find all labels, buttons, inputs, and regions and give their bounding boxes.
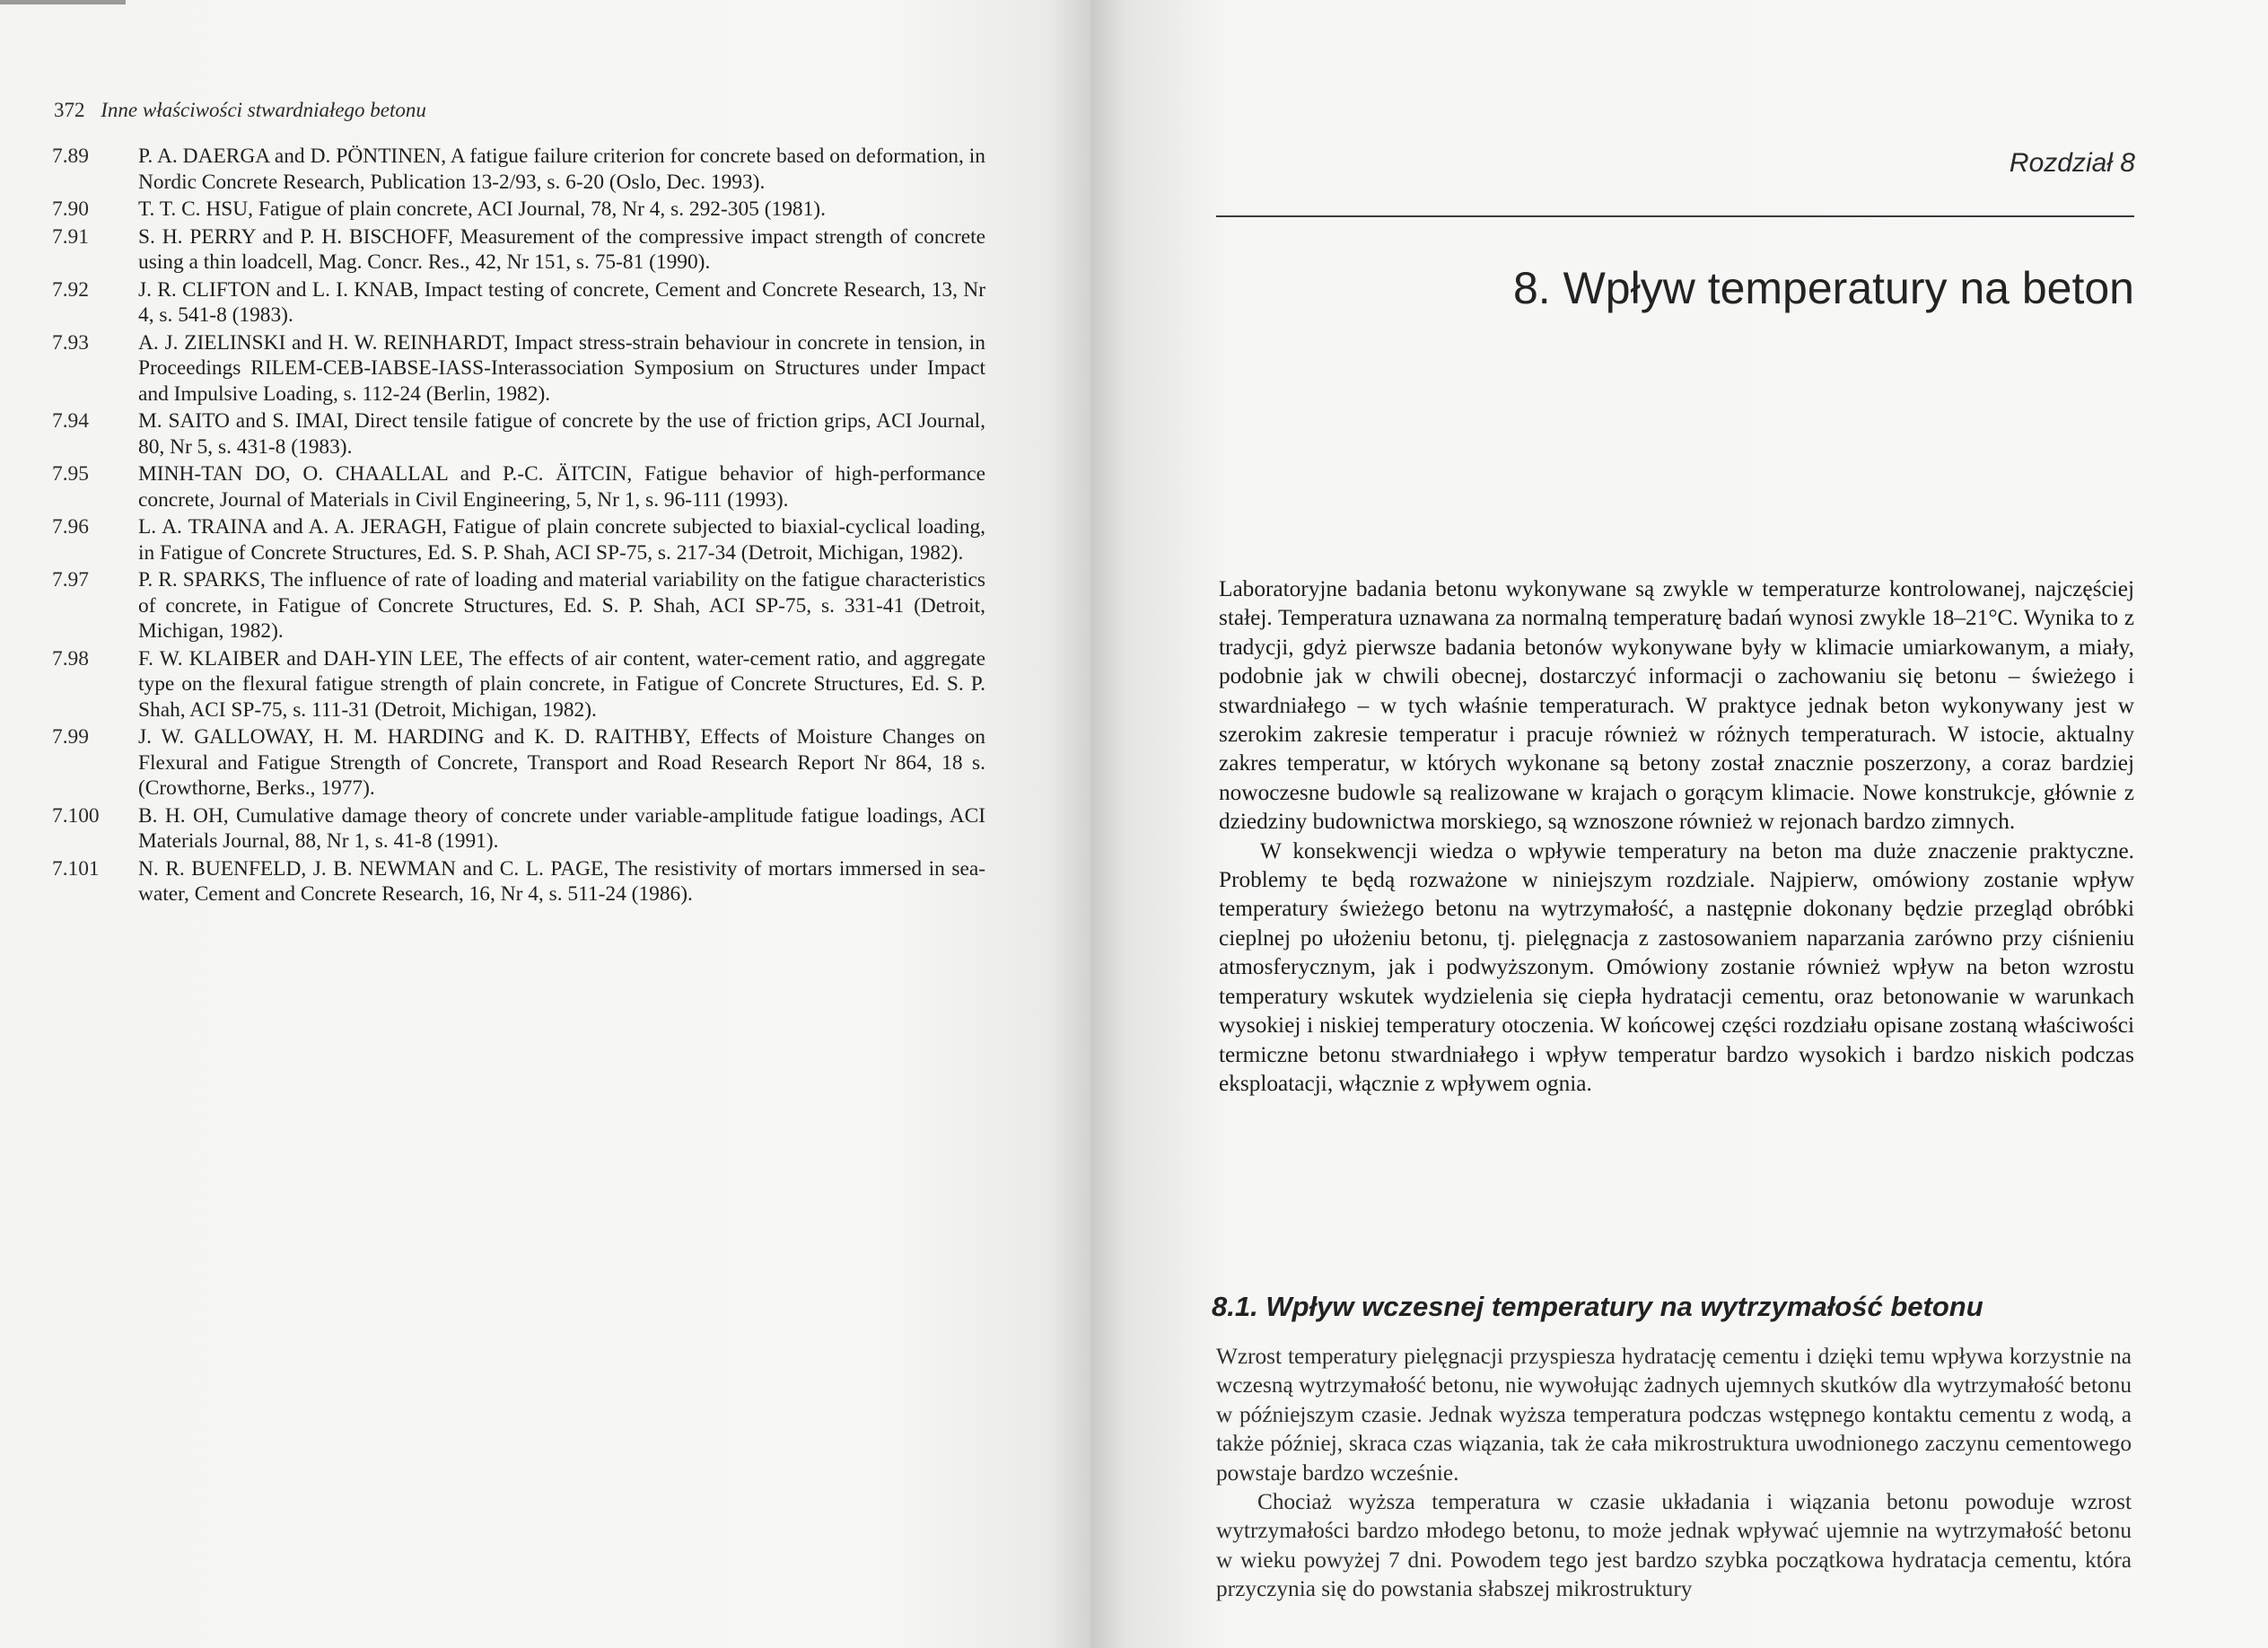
reference-number: 7.95: [52, 462, 89, 486]
reference-item: [52, 724, 985, 802]
reference-number: 7.92: [52, 277, 89, 302]
reference-list: [52, 144, 985, 909]
reference-item: [52, 856, 985, 907]
reference-number: 7.89: [52, 145, 89, 168]
reference-item: [52, 514, 985, 565]
reference-number: 7.90: [52, 197, 89, 221]
section-body: [1216, 1342, 2132, 1604]
reference-item: [52, 224, 985, 276]
reference-text: A. J. ZIELINSKI and H. W. REINHARDT, Impact stress-strain behaviour in concrete in tension, in Proceedings RILEM-CEB-IABSE-IASS-Interassociation Symposium on Structures under Impact and Impulsive Loading, s. 112-24 (Berlin, 1982).: [138, 330, 985, 406]
reference-text: B. H. OH, Cumulative damage theory of concrete under variable-amplitude fatigue loadings, ACI Materials Journal, 88, Nr 1, s. 41-8 (1991).: [138, 803, 985, 853]
page-number: 372: [54, 99, 85, 121]
reference-text: P. A. DAERGA and D. PÖNTINEN, A fatigue failure criterion for concrete based on deformation, in Nordic Concrete Research, Publication 13-2/93, s. 6-20 (Oslo, Dec. 1993).: [138, 145, 985, 194]
reference-text: L. A. TRAINA and A. A. JERAGH, Fatigue of plain concrete subjected to biaxial-cyclical loading, in Fatigue of Concrete Structures, Ed. S. P. Shah, ACI SP-75, s. 217-34 (Detroit, Michigan, 1982).: [138, 515, 985, 565]
reference-number: 7.100: [52, 803, 100, 828]
chapter-intro: [1219, 574, 2134, 1098]
reference-text: J. R. CLIFTON and L. I. KNAB, Impact testing of concrete, Cement and Concrete Research, 13, Nr 4, s. 541-8 (1983).: [138, 277, 985, 327]
reference-item: [52, 144, 985, 195]
reference-text: J. W. GALLOWAY, H. M. HARDING and K. D. RAITHBY, Effects of Moisture Changes on Flexural and Fatigue Strength of Concrete, Transport and Road Research Report Nr 864, 18 s. (Crowthorne, Berks., 1977).: [138, 725, 985, 800]
reference-number: 7.101: [52, 856, 100, 881]
section-paragraph: Chociaż wyższa temperatura w czasie układania i wiązania betonu powoduje wzrost wytrzymałości bardzo młodego betonu, to może jednak wpływać ujemnie na wytrzymałość betonu w wieku powyżej 7 dni. Powodem tego jest bardzo szybka początkowa hydratacja cementu, która przyczynia się do powstania słabszej mikrostruktury: [1216, 1489, 2132, 1602]
reference-item: [52, 803, 985, 855]
reference-text: MINH-TAN DO, O. CHAALLAL and P.-C. ÄITCIN, Fatigue behavior of high-performance concrete, Journal of Materials in Civil Engineering, 5, Nr 1, s. 96-111 (1993).: [138, 462, 985, 512]
section-heading: 8.1. Wpływ wczesnej temperatury na wytrzymałość betonu: [1212, 1291, 1983, 1322]
reference-text: N. R. BUENFELD, J. B. NEWMAN and C. L. PAGE, The resistivity of mortars immersed in sea-water, Cement and Concrete Research, 16, Nr 4, s. 511-24 (1986).: [138, 856, 985, 906]
reference-item: [52, 197, 985, 223]
reference-item: [52, 461, 985, 513]
intro-paragraph: W konsekwencji wiedza o wpływie temperatury na beton ma duże znaczenie praktyczne. Problemy te będą rozważone w niniejszym rozdziale. Najpierw, omówiony zostanie wpływ temperatury świeżego betonu na wytrzymałość, a następnie dokonany będzie przegląd obróbki cieplnej po ułożeniu betonu, tj. pielęgnacja z zastosowaniem naparzania zarówno przy ciśnieniu atmosferycznym, jak i podwyższonym. Omówiony zostanie również wpływ na beton wzrostu temperatury wskutek wydzielenia się ciepła hydratacji cementu, oraz betonowanie w warunkach wysokiej i niskiej temperatury otoczenia. W końcowej części rozdziału opisane zostaną właściwości termiczne betonu stwardniałego i wpływ temperatur bardzo wysokich i bardzo niskich podczas eksploatacji, włącznie z wpływem ognia.: [1219, 837, 2134, 1096]
reference-number: 7.93: [52, 330, 89, 355]
chapter-divider: [1216, 215, 2134, 217]
reference-text: P. R. SPARKS, The influence of rate of loading and material variability on the fatigue characteristics of concrete, in Fatigue of Concrete Structures, Ed. S. P. Shah, ACI SP-75, s. 331-41 (Detroit, Michigan, 1982).: [138, 568, 985, 643]
left-page: [0, 0, 1090, 1648]
intro-paragraph: Laboratoryjne badania betonu wykonywane są zwykle w temperaturze kontrolowanej, najczęściej stałej. Temperatura uznawana za normalną temperaturę badań wynosi zwykle 18–21°C. Wynika to z tradycji, gdyż pierwsze badania betonów wykonywane były w klimacie umiarkowanym, a miały, podobnie jak w chwili obecnej, dostarczyć informacji o zachowaniu się betonu – świeżego i stwardniałego – w tych właśnie temperaturach. W praktyce jednak beton wykonywany jest w szerokim zakresie temperatur i pracuje również w różnych temperaturach. W istocie, aktualny zakres temperatur, w których wykonane są betony został znacznie poszerzony, a coraz bardziej nowoczesne budowle są realizowane w krajach o gorącym klimacie. Nowe konstrukcje, głównie z dziedziny budownictwa morskiego, są wznoszone również w rejonach bardzo zimnych.: [1219, 576, 2134, 835]
reference-item: [52, 567, 985, 644]
reference-number: 7.94: [52, 409, 89, 433]
running-head: [54, 99, 426, 122]
reference-item: [52, 408, 985, 460]
reference-number: 7.98: [52, 646, 89, 671]
reference-item: [52, 330, 985, 408]
reference-text: T. T. C. HSU, Fatigue of plain concrete, ACI Journal, 78, Nr 4, s. 292-305 (1981).: [138, 197, 826, 221]
running-title: Inne właściwości stwardniałego betonu: [101, 99, 426, 121]
reference-number: 7.91: [52, 224, 89, 249]
reference-text: S. H. PERRY and P. H. BISCHOFF, Measurement of the compressive impact strength of concrete using a thin loadcell, Mag. Concr. Res., 42, Nr 151, s. 75-81 (1990).: [138, 224, 985, 274]
chapter-label: Rozdział 8: [2009, 148, 2135, 178]
reference-number: 7.96: [52, 515, 89, 539]
reference-item: [52, 646, 985, 723]
reference-number: 7.97: [52, 568, 89, 592]
reference-text: F. W. KLAIBER and DAH-YIN LEE, The effects of air content, water-cement ratio, and aggregate type on the flexural fatigue strength of plain concrete, in Fatigue of Concrete Structures, Ed. S. P. Shah, ACI SP-75, s. 111-31 (Detroit, Michigan, 1982).: [138, 646, 985, 722]
chapter-title: 8. Wpływ temperatury na beton: [1513, 263, 2134, 313]
reference-item: [52, 277, 985, 329]
section-paragraph: Wzrost temperatury pielęgnacji przyspiesza hydratację cementu i dzięki temu wpływa korzystnie na wczesną wytrzymałość betonu, nie wywołując żadnych ujemnych skutków dla wytrzymałość betonu w późniejszym czasie. Jednak wyższa temperatura podczas wstępnego kontaktu cementu z wodą, a także później, skraca czas wiązania, tak że cała mikrostruktura uwodnionego zaczynu cementowego powstaje bardzo wcześnie.: [1216, 1344, 2132, 1486]
reference-number: 7.99: [52, 725, 89, 749]
reference-text: M. SAITO and S. IMAI, Direct tensile fatigue of concrete by the use of friction grips, ACI Journal, 80, Nr 5, s. 431-8 (1983).: [138, 409, 985, 459]
page-edge: [0, 0, 126, 4]
